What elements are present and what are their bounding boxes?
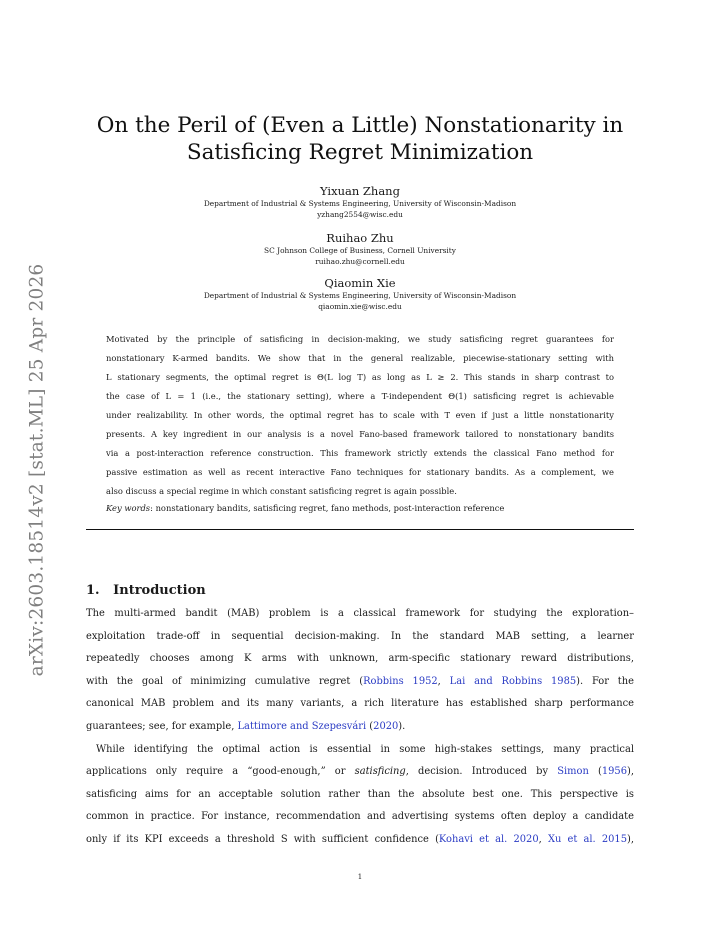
section-divider [86,529,634,530]
body-line [86,716,634,739]
section-number: 1. [86,583,100,598]
author-email: ruihao.zhu@cornell.edu [315,257,405,266]
author-block [86,276,634,312]
body-line [86,761,634,784]
body-line: repeatedly chooses among K arms with unknown, arm-specific stationary reward distributions, [86,653,634,665]
body-text-span: ). [398,720,406,732]
citation-link[interactable]: Lai and Robbins 1985 [449,675,577,687]
keywords [106,503,614,513]
citation-link[interactable]: Simon [557,766,589,778]
citation-link[interactable]: Kohavi et al. 2020 [438,833,539,845]
abstract-line: passive estimation as well as recent interactive Fano techniques for stationary bandits. As a complement, we [106,467,614,477]
abstract-line: via a post-interaction reference construction. This framework strictly extends the classical Fano method for [106,448,614,458]
body-line: canonical MAB problem and its many variants, a rich literature has established sharp performance [86,698,634,710]
emphasis-text: satisficing [354,766,406,778]
citation-link[interactable]: 2020 [373,720,399,732]
abstract [106,330,614,501]
body-text-span: ), [627,833,634,845]
body-text-span: with the goal of minimizing cumulative regret ( [86,675,364,687]
section-title: Introduction [113,583,206,598]
body-text-span: ). For the [576,675,634,687]
body-text-span: , decision. Introduced by [405,766,558,778]
body-text-span: ), [627,766,634,778]
author-name: Yixuan Zhang [320,184,400,198]
author-name: Ruihao Zhu [326,231,394,245]
citation-link[interactable]: Xu et al. 2015 [547,833,628,845]
author-affiliation: SC Johnson College of Business, Cornell University [264,246,456,255]
body-text-span: , [538,833,548,845]
body-text-span: ( [366,720,374,732]
author-email: qiaomin.xie@wisc.edu [318,302,402,311]
body-line [86,671,634,694]
author-affiliation: Department of Industrial & Systems Engineering, University of Wisconsin-Madison [203,291,517,300]
abstract-line: nonstationary K-armed bandits. We show that in the general realizable, piecewise-stationary setting with [106,353,614,363]
arxiv-identifier-text: arXiv:2603.18514v2 [stat.ML] 25 Apr 2026 [26,263,48,677]
citation-link[interactable]: Robbins 1952 [363,675,438,687]
abstract-line: the case of L = 1 (i.e., the stationary setting), where a T-independent Θ(1) satisficing regret is achievable [106,391,614,401]
author-email: yzhang2554@wisc.edu [317,210,403,219]
keywords-separator: : [150,503,153,513]
abstract-line: also discuss a special regime in which constant satisficing regret is again possible. [106,486,457,496]
author-affiliation: Department of Industrial & Systems Engineering, University of Wisconsin-Madison [203,199,517,208]
title-line: Satisficing Regret Minimization [186,140,534,165]
body-text-span: applications only require a “good-enough,” or [86,766,355,778]
body-text-span: guarantees; see, for example, [86,720,238,732]
citation-link[interactable]: 1956 [601,766,627,778]
citation-link[interactable]: Lattimore and Szepesvári [237,720,367,732]
introduction-body [86,603,634,852]
body-line: satisficing aims for an acceptable solution rather than the absolute best one. This perspective is [86,788,634,800]
abstract-line: Motivated by the principle of satisficing in decision-making, we study satisficing regret guarantees for [106,334,614,344]
body-line: exploitation trade-off in sequential decision-making. In the standard MAB setting, a learner [86,630,634,642]
page-number: 1 [357,873,363,881]
paper-title [86,112,634,166]
abstract-line: L stationary segments, the optimal regret is Θ(L log T) as long as L ≥ 2. This stands in sharp contrast to [106,372,614,382]
keywords-label: Key words [106,503,151,513]
body-line: common in practice. For instance, recommendation and advertising systems often deploy a candidate [86,811,634,823]
author-name: Qiaomin Xie [324,276,396,290]
abstract-line: under realizability. In other words, the optimal regret has to scale with T even if just a little nonstationarity [106,410,614,420]
body-line: While identifying the optimal action is essential in some high-stakes settings, many practical [96,743,634,755]
body-line: The multi-armed bandit (MAB) problem is a classical framework for studying the exploration– [86,608,634,619]
body-text-span: only if its KPI exceeds a threshold S with sufficient confidence ( [86,833,439,845]
body-text-span: , [437,675,450,687]
body-text-span: ( [588,766,602,778]
keywords-text: nonstationary bandits, satisficing regret, fano methods, post-interaction reference [155,503,505,513]
author-block [86,231,634,267]
section-heading [86,583,206,598]
author-block [86,184,634,220]
body-line [86,829,634,852]
abstract-line: presents. A key ingredient in our analysis is a novel Fano-based framework tailored to nonstationary bandits [106,429,614,439]
arxiv-identifier [22,250,52,690]
title-line: On the Peril of (Even a Little) Nonstationarity in [96,113,624,138]
